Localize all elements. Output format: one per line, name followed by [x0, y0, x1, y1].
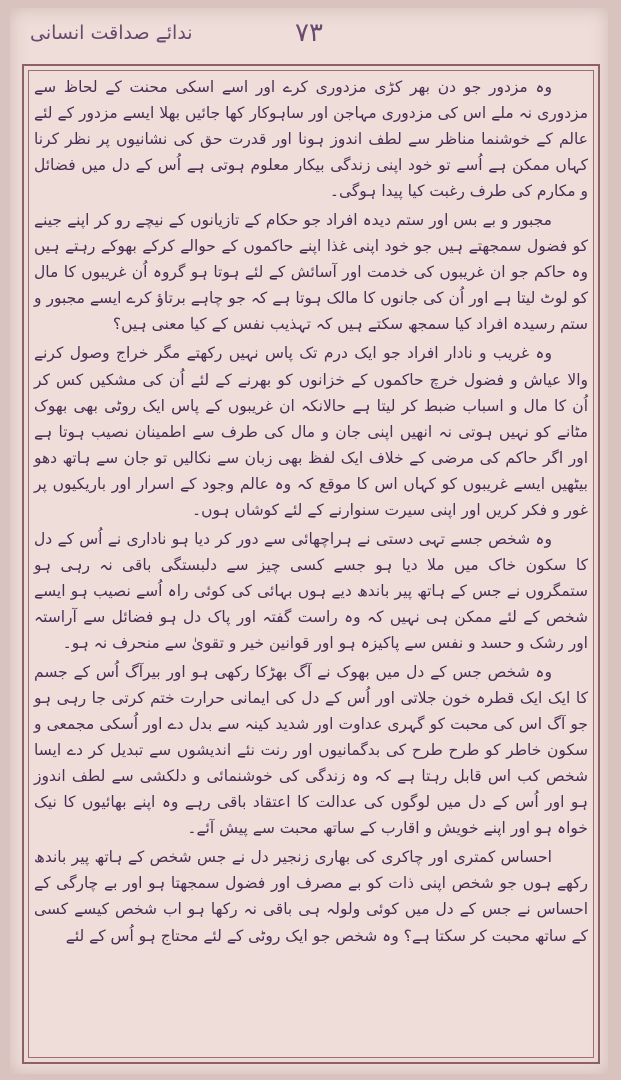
paragraph-poor: وہ غریب و نادار افراد جو ایک درم تک پاس نہیں رکھتے مگر خراج وصول کرنے والا عیاش و فضول خرچ حاکموں کے خزانوں کو بھرنے کے لئے اُن کی مشکیں کس کر اُن کا مال و اسباب ضبط کر لیتا ہے حالانکہ ان غریبوں کے پاس ایک روٹی بھی بھوک مٹانے کو نہیں ہوتی نہ انھیں اپنی جان و مال کی طرف سے اطمینان نصیب ہوتا ہے اور اگر حاکم کی مرضی کے خلاف ایک لفظ بھی زبان سے نکالیں تو جان سے ہاتھ دھو بیٹھیں ایسے غریبوں کو کہاں اس کا موقع کہ وہ عالم وجود کے اسرار اور باریکیوں پر غور و فکر کریں اور اپنی سیرت سنوارنے کے لئے کوشاں ہوں۔ [34, 344, 588, 519]
page-header [10, 16, 608, 56]
body-text [34, 74, 588, 1054]
paragraph-inferiority: احساس کمتری اور چاکری کی بھاری زنجیر دل نے جس شخص کے ہاتھ پیر باندھ رکھے ہوں جو شخص اپنی ذات کو بے مصرف اور فضول سمجھتا ہو اور بے چارگی کے احساس نے جس کے دل میں کوئی ولولہ ہی باقی نہ رکھا ہو اب شخص کیسے کسی کے ساتھ محبت کر سکتا ہے؟ وہ شخص جو ایک روٹی کے لئے محتاج ہو اُس کے لئے [34, 848, 588, 945]
text-frame-border [22, 64, 600, 1064]
paragraph-hunger: وہ شخص جس کے دل میں بھوک نے آگ بھڑکا رکھی ہو اور بیرآگ اُس کے جسم کا ایک ایک قطرہ خون جلاتی اور اُس کے دل کی ایمانی حرارت ختم کرتی جا رہی ہو جو آگ اس کی محبت کو گہری عداوت اور شدید کینہ سے بدل دے اور اُسکی مجمعی و سکون خاطر کو طرح طرح کی بدگمانیوں اور رنت نئے اندیشوں سے تبدیل کر دے ایسا شخص کب اس قابل رہتا ہے کہ وہ زندگی کی خوشنمائی و دلکشی سے لطف اندوز ہو اور اُس کے دل میں لوگوں کی عدالت کا اعتقاد باقی رہے وہ اپنے بھائیوں کا نیک خواہ ہو اور اپنے خویش و اقارب کے ساتھ محبت سے پیش آئے۔ [34, 663, 588, 838]
paragraph-laborer: وہ مزدور جو دن بھر کڑی مزدوری کرے اور اسے اسکی محنت کے لحاظ سے مزدوری نہ ملے اس کی مزدوری مہاجن اور ساہوکار کھا جائیں بھلا ایسے مزدور کے لئے عالم کے خوشنما مناظر سے لطف اندوز ہونا اور قدرت حق کی نشانیوں پر نظر کرنا کہاں ممکن ہے اُسے تو خود اپنی زندگی بیکار معلوم ہوتی ہے اُس کے دل میں فضائل و مکارم کی طرف رغبت کیا پیدا ہوگی۔ [34, 78, 588, 201]
paragraph-oppressed: مجبور و بے بس اور ستم دیدہ افراد جو حکام کے تازیانوں کے نیچے رو کر اپنے جینے کو فضول سمجھتے ہیں جو خود اپنی غذا اپنے حاکموں کے حوالے کرکے بھوکے رہتے ہیں وہ حاکم جو ان غریبوں کی خدمت اور آسائش کے لئے ہوتا ہو گروہ اُن غریبوں کا مال کو لوٹ لیتا ہے اور اُن کی جانوں کا مالک ہوتا ہے کہ جو چاہے برتاؤ کرے ایسے مجبور و ستم رسیدہ افراد کیا سمجھ سکتے ہیں کہ تہذیب نفس کے کیا معنی ہیں؟ [34, 211, 588, 334]
paragraph-destitute: وہ شخص جسے تہی دستی نے ہراچھائی سے دور کر دیا ہو ناداری نے اُس کے دل کا سکون خاک میں ملا دیا ہو جسے کسی چیز سے دلبستگی باقی نہ رہی ہو ستمگروں نے جس کے ہاتھ پیر باندھ دیے ہوں بہائی کی کوئی راہ اُسے نصیب ہو ایسے شخص کے لئے ممکن ہی نہیں کہ وہ راست گفتہ اور پاک دل ہو فضائل سے آراستہ اور رشک و حسد و نفس سے پاکیزہ ہو اور قوانین خیر و تقویٰ سے منحرف نہ ہو۔ [34, 529, 588, 652]
page-number: ۷۳ [295, 18, 323, 48]
book-page [10, 8, 608, 1074]
running-header-title: ندائے صداقت انسانی [30, 22, 193, 44]
